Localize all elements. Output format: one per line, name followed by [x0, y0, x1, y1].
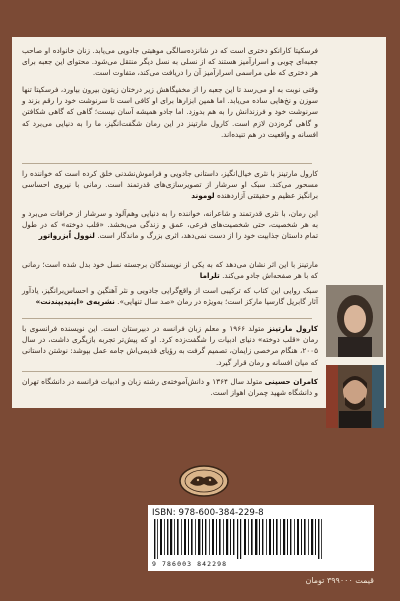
price-label: قیمت ۳۹۹۰۰۰ تومان: [305, 576, 374, 585]
author-name: کارول مارتینز: [267, 324, 318, 333]
review-4: سبک روایی این کتاب که ترکیبی است از واقع‌گرایی جادویی و نثر آهنگین و احساس‌برانگیز، یادآور آثار گابریل گارسیا مارکز است؛ به‌ویژه در رمان «صد سال تنهایی». نشریه‌ی «اینیدیپندنت»: [22, 286, 318, 307]
author-portrait-photo: [326, 285, 383, 357]
review-2: این رمان، با نثری قدرتمند و شاعرانه، خواننده را به دنیایی وهم‌آلود و سرشار از خرافات می‌برد و به هر شخصیت، حتی شخصیت‌های فرعی، عمق و زندگی می‌بخشد. «قلب دوخته» که در طول تمام داستان جذابیت خود را از دست نمی‌دهد، اثری بزرگ و ماندگار است. لنوول اُبزرواتور: [22, 209, 318, 241]
review-source: تلراما: [199, 271, 220, 281]
barcode-box: [148, 505, 374, 571]
review-source: لوموند: [191, 191, 215, 201]
divider: [22, 371, 312, 372]
author-bio: کارول مارتینز متولد ۱۹۶۶ و معلم زبان فرانسه در دبیرستان است. این نویسنده فرانسوی با رمان «قلب دوخته» دنیای ادبیات را شگفت‌زده کرد. او که پیش‌تر تجربه بازیگری داشت، در سال ۲۰۰۵، هنگام مرخصی زایمان، تصمیم گرفت به رؤیای قدیمی‌اش جامه عمل بپوشد: نوشتن داستانی که میان افسانه و رمان قرار گیرد.: [22, 324, 318, 367]
barcode-digits: 9 786003 842298: [152, 560, 228, 568]
divider: [22, 318, 312, 319]
synopsis-paragraph-1: فرسکیتا کارانکو دختری است که در شانزده‌سالگی موهبتی جادویی می‌یابد. زنان خانواده او صاحب جعبه‌ای چوبی و اسرارآمیز هستند که از نسلی به نسل دیگر منتقل می‌شود. محتوای این جعبه برای هر دختری که طی مراسمی اسرارآمیز آن را دریافت می‌کند، متفاوت است.: [22, 46, 318, 78]
translator-name: کامران حسینی: [264, 377, 318, 386]
isbn-text: ISBN: 978-600-384-229-8: [152, 508, 264, 518]
review-source: لنوول اُبزرواتور: [38, 231, 95, 241]
review-1: کارول مارتینز با نثری خیال‌انگیز، داستانی جادویی و فراموش‌نشدنی خلق کرده است که خواننده را مسحور می‌کند. سبک او سرشار از تصویرسازی‌های قدرتمند است. رمانی با نیروی احساسی برانگیز عظیم و حقیقتی آزاردهنده لوموند: [22, 169, 318, 201]
divider: [22, 163, 312, 164]
review-source: نشریه‌ی «اینیدیپندنت»: [35, 297, 115, 307]
translator-bio: کامران حسینی متولد سال ۱۳۶۴ و دانش‌آموخته‌ی رشته زبان و ادبیات فرانسه در دانشگاه تهران و دانشگاه شهید چمران اهواز است.: [22, 377, 318, 398]
review-3: مارتینز با این اثر نشان می‌دهد که به یکی از نویسندگان برجسته نسل خود بدل شده است؛ رمانی که با هر صفحه‌اش جادو می‌کند. تلراما: [22, 260, 318, 281]
publisher-logo: [178, 464, 230, 498]
translator-portrait-photo: [326, 365, 384, 428]
barcode-image: [152, 519, 332, 559]
synopsis-paragraph-2: وقتی نوبت به او می‌رسد تا این جعبه را از مخفیگاهش زیر درختان زیتون بیرون بیاورد، فرسکیتا تنها سوزن و نخ‌هایی ساده می‌یابد. اما همین ابزارها برای او کافی است تا سرنوشت خود را رقم بزند و سرنوشت خود و فرزندانش را به هم بدوزد. اما جادو همیشه آسان نیست؛ گاهی که گاهی شکافتن و گاهی گره‌زدن لازم است. کارول مارتینز در این رمان شگفت‌انگیز، ما را به دنیایی می‌برد که افسانه و واقعیت در هم تنیده‌اند.: [22, 85, 318, 139]
